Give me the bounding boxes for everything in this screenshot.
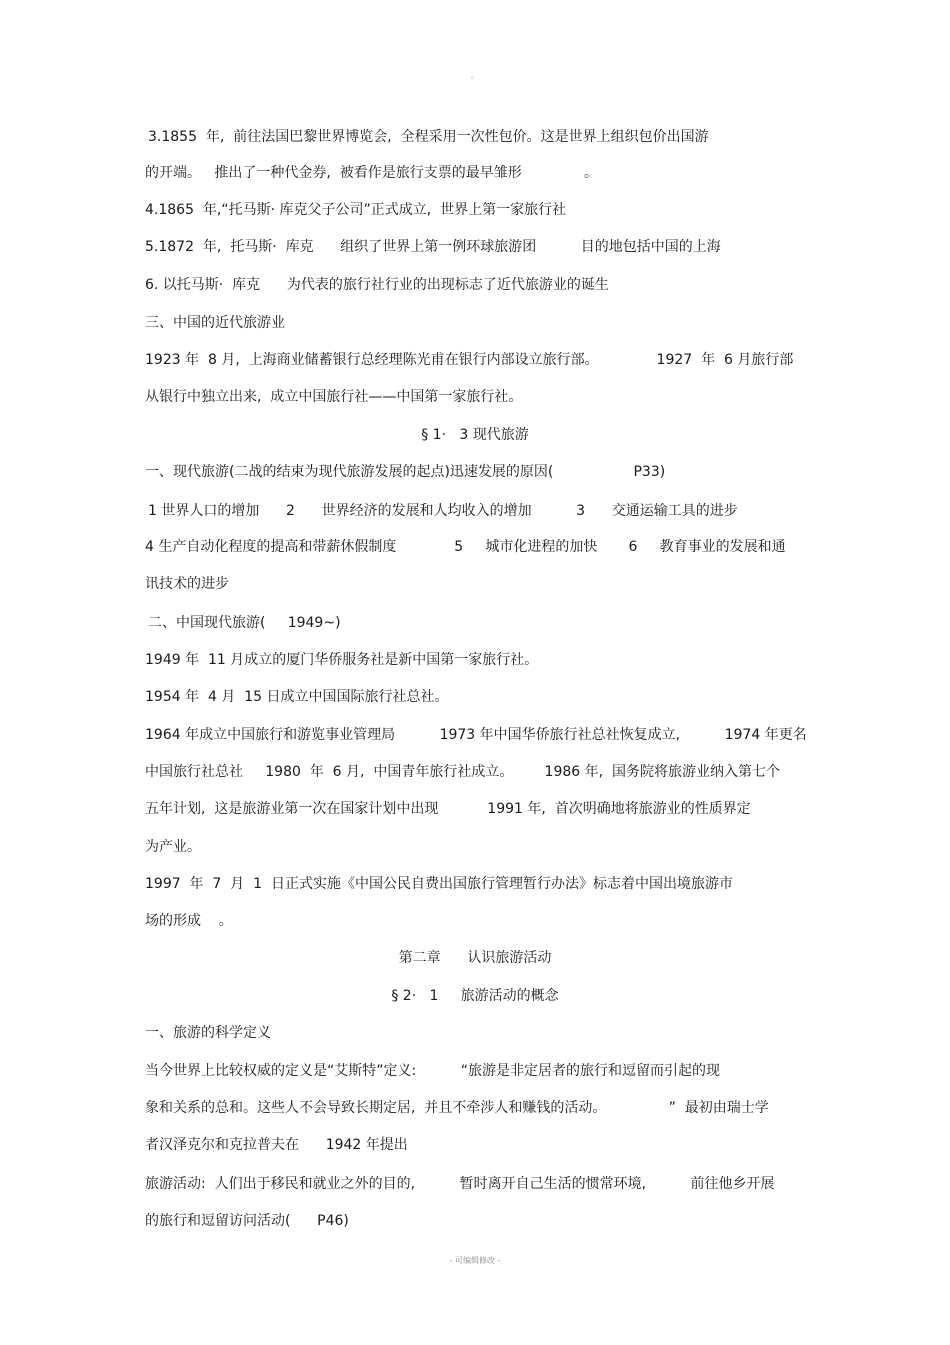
text-line: 4.1865 年,“托马斯· 库克父子公司”正式成立, 世界上第一家旅行社 xyxy=(145,202,567,218)
text-line: 1923 年 8 月, 上海商业储蓄银行总经理陈光甫在银行内部设立旅行部。 1927 年 6 月旅行部 xyxy=(145,352,794,368)
text-line: 当今世界上比较权威的定义是“艾斯特”定义: “旅游是非定居者的旅行和逗留而引起的现 xyxy=(145,1063,720,1079)
text-line: 象和关系的总和。这些人不会导致长期定居, 并且不牵涉人和赚钱的活动。 ” 最初由瑞士学 xyxy=(145,1100,769,1116)
text-line: 讯技术的进步 xyxy=(145,576,229,592)
text-line: 1949 年 11 月成立的厦门华侨服务社是新中国第一家旅行社。 xyxy=(145,652,539,668)
section-title: § 2· 1 旅游活动的概念 xyxy=(391,988,559,1004)
text-line: 5.1872 年, 托马斯· 库克 组织了世界上第一例环球旅游团 目的地包括中国的上海 xyxy=(145,239,721,255)
page-header-mark: 。 xyxy=(471,71,479,80)
section-heading: 三、中国的近代旅游业 xyxy=(145,315,285,331)
text-line: 五年计划, 这是旅游业第一次在国家计划中出现 1991 年, 首次明确地将旅游业的性质界定 xyxy=(145,801,751,817)
text-line: 6. 以托马斯· 库克 为代表的旅行社行业的出现标志了近代旅游业的诞生 xyxy=(145,277,609,293)
section-heading: 二、中国现代旅游( 1949~) xyxy=(148,615,341,631)
text-line: 为产业。 xyxy=(145,839,201,855)
text-line: 者汉泽克尔和克拉普夫在 1942 年提出 xyxy=(145,1137,408,1153)
chapter-title: 第二章 认识旅游活动 xyxy=(398,950,552,966)
text-line: 1 世界人口的增加 2 世界经济的发展和人均收入的增加 3 交通运输工具的进步 xyxy=(148,503,738,519)
section-heading: 一、现代旅游(二战的结束为现代旅游发展的起点)迅速发展的原因( P33) xyxy=(145,464,666,480)
section-title: § 1· 3 现代旅游 xyxy=(421,427,529,443)
page-footer: - 可编辑修改 - xyxy=(449,1256,501,1265)
text-line: 4 生产自动化程度的提高和带薪休假制度 5 城市化进程的加快 6 教育事业的发展和通 xyxy=(145,539,786,555)
text-line: 1954 年 4 月 15 日成立中国国际旅行社总社。 xyxy=(145,689,449,705)
text-line: 3.1855 年, 前往法国巴黎世界博览会, 全程采用一次性包价。这是世界上组织包价出国游 xyxy=(148,129,709,145)
text-line: 旅游活动: 人们出于移民和就业之外的目的, 暂时离开自己生活的惯常环境, 前往他乡开展 xyxy=(145,1176,775,1192)
text-line: 的旅行和逗留访问活动( P46) xyxy=(145,1213,349,1229)
section-heading: 一、旅游的科学定义 xyxy=(145,1025,271,1041)
text-line: 1964 年成立中国旅行和游览事业管理局 1973 年中国华侨旅行社总社恢复成立, 1974 年更名 xyxy=(145,727,807,743)
text-line: 中国旅行社总社 1980 年 6 月, 中国青年旅行社成立。 1986 年, 国务院将旅游业纳入第七个 xyxy=(145,764,780,780)
text-line: 场的形成 。 xyxy=(145,913,233,929)
text-line: 的开端。 推出了一种代金券, 被看作是旅行支票的最早雏形 。 xyxy=(145,165,599,181)
text-line: 从银行中独立出来, 成立中国旅行社——中国第一家旅行社。 xyxy=(145,389,523,405)
text-line: 1997 年 7 月 1 日正式实施《中国公民自费出国旅行管理暂行办法》标志着中国出境旅游市 xyxy=(145,876,733,892)
